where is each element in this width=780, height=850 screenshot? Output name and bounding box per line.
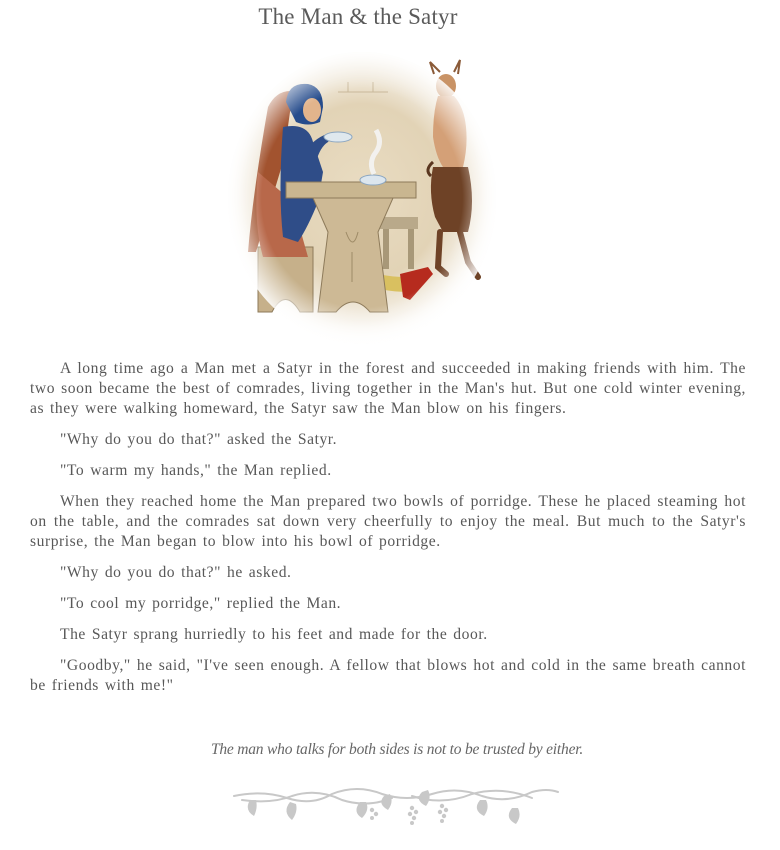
grapevine-ornament-icon [232,782,560,830]
story-moral: The man who talks for both sides is not to be trusted by either. [210,741,584,758]
story-paragraph: The Satyr sprang hurriedly to his feet and made for the door. [60,626,488,643]
story-paragraph: A long time ago a Man met a Satyr in the forest and succeeded in making friends with him. The two soon became the best of comrades, living together in the Man's hut. But one cold winter evening, as they were walking homeward, the Satyr saw the Man blow on his fingers. [30,360,746,417]
story-paragraph: "Goodby," he said, "I've seen enough. A fellow that blows hot and cold in the same breath cannot be friends with me!" [30,657,746,694]
story-title: The Man & the Satyr [258,4,458,29]
story-paragraph: "Why do you do that?" asked the Satyr. [60,431,338,448]
story-illustration [228,52,496,344]
story-body [30,359,746,707]
story-paragraph: "To warm my hands," the Man replied. [60,462,332,479]
story-paragraph: When they reached home the Man prepared two bowls of porridge. These he placed steaming hot on the table, and the comrades sat down very cheerfully to enjoy the meal. But much to the Satyr's surprise, the Man began to blow into his bowl of porridge. [30,493,746,550]
story-paragraph: "To cool my porridge," replied the Man. [60,595,342,612]
story-paragraph: "Why do you do that?" he asked. [60,564,292,581]
